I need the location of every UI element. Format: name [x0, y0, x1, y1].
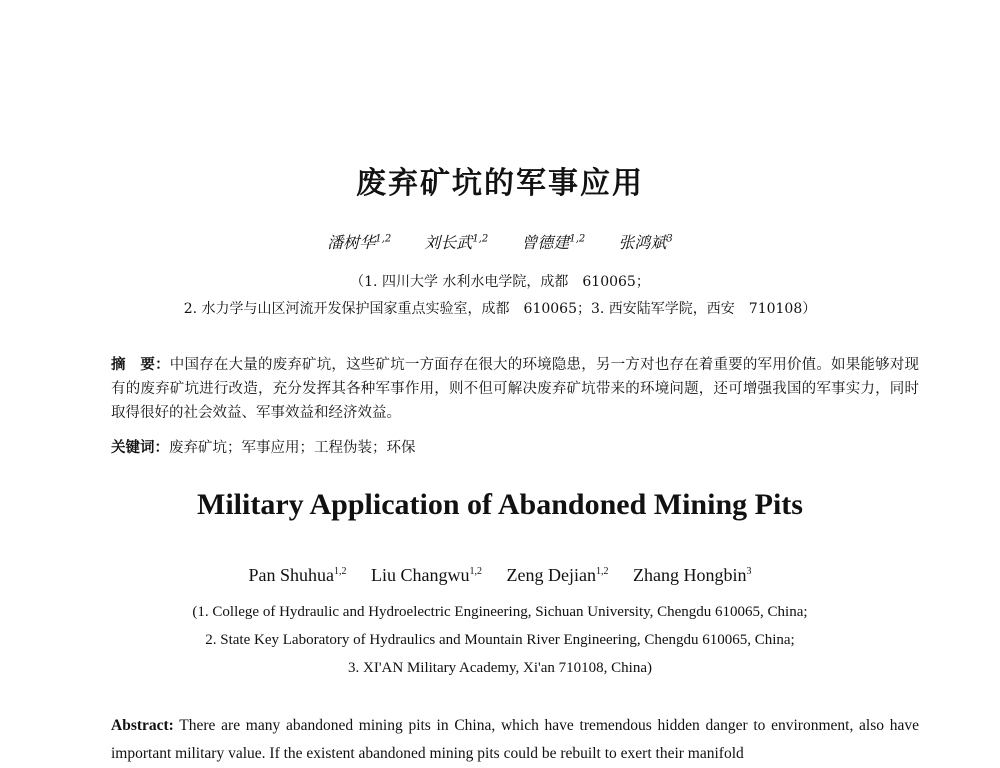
- author-affiliation-mark: 1,2: [334, 566, 347, 577]
- chinese-authors: [0, 230, 1000, 253]
- chinese-abstract: [111, 353, 919, 425]
- english-author: [249, 565, 347, 585]
- author-name: 潘树华: [327, 233, 376, 252]
- author-affiliation-mark: 3: [746, 566, 752, 577]
- author-name: Zeng Dejian: [506, 565, 596, 585]
- author-name: Pan Shuhua: [248, 565, 335, 585]
- english-title: Military Application of Abandoned Mining Pits: [197, 488, 803, 521]
- english-abstract-label: Abstract:: [111, 717, 174, 734]
- english-abstract-text: There are many abandoned mining pits in China, which have tremendous hidden danger to environment, also have important military value. If the existent abandoned mining pits could be rebuilt to exert their manifold: [111, 717, 919, 762]
- chinese-keywords-label: 关键词：: [111, 440, 169, 456]
- chinese-keywords: [111, 436, 919, 457]
- author-name: Zhang Hongbin: [632, 565, 747, 585]
- author-affiliation-mark: 1,2: [569, 233, 586, 245]
- chinese-author: [327, 233, 391, 252]
- chinese-author: [424, 233, 488, 252]
- author-affiliation-mark: 3: [666, 233, 673, 245]
- chinese-keywords-text: 废弃矿坑；军事应用；工程伪装；环保: [169, 440, 416, 456]
- english-author: [371, 565, 482, 585]
- english-affiliation-line-3: 3. XI'AN Military Academy, Xi'an 710108, China): [348, 660, 652, 676]
- chinese-title: 废弃矿坑的军事应用: [356, 166, 644, 201]
- author-name: Liu Changwu: [371, 565, 470, 585]
- english-affiliation-line-2: 2. State Key Laboratory of Hydraulics and Mountain River Engineering, Chengdu 610065, China;: [205, 632, 795, 648]
- chinese-affiliation-line-1: （1. 四川大学 水利水电学院，成都 610065；: [350, 274, 650, 290]
- english-author: [633, 565, 751, 585]
- author-name: 张鸿斌: [618, 233, 667, 252]
- chinese-affiliation-line-2: 2. 水力学与山区河流开发保护国家重点实验室，成都 610065；3. 西安陆军学院，西安 710108）: [183, 301, 817, 317]
- english-affiliation-line-1: (1. College of Hydraulic and Hydroelectric Engineering, Sichuan University, Chengdu 610065, China;: [192, 604, 808, 620]
- author-affiliation-mark: 1,2: [595, 566, 609, 577]
- author-affiliation-mark: 1,2: [472, 233, 489, 245]
- chinese-abstract-label: 摘 要：: [111, 357, 170, 373]
- english-authors: [0, 565, 1000, 586]
- author-name: 刘长武: [424, 233, 473, 252]
- author-affiliation-mark: 1,2: [469, 566, 483, 577]
- chinese-author: [521, 233, 585, 252]
- chinese-author: [618, 233, 672, 252]
- chinese-abstract-text: 中国存在大量的废弃矿坑，这些矿坑一方面存在很大的环境隐患，另一方对也存在着重要的军用价值。如果能够对现有的废弃矿坑进行改造，充分发挥其各种军事作用，则不但可解决废弃矿坑带来的环境问题，还可增强我国的军事实力，同时取得很好的社会效益、军事效益和经济效益。: [111, 357, 919, 421]
- author-affiliation-mark: 1,2: [375, 233, 392, 245]
- english-author: [507, 565, 609, 585]
- author-name: 曾德建: [521, 233, 570, 252]
